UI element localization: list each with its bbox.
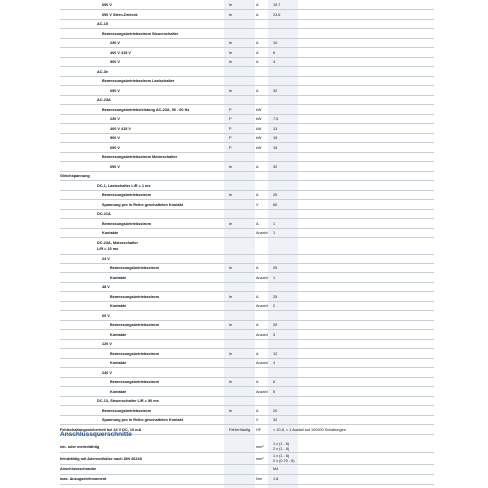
table-row (60, 201, 434, 210)
table-row (60, 312, 434, 321)
row-symbol: Ie (229, 88, 233, 93)
row-label: 230 V (110, 117, 120, 121)
row-label: Spannung pro in Reihe geschalteten Kontakt (102, 202, 184, 207)
row-symbol: Ie (229, 193, 233, 197)
row-value: 4 (273, 60, 276, 64)
row-unit: A (256, 380, 259, 385)
row-label: Kontakte (110, 332, 127, 337)
row-value: 1 (273, 221, 276, 226)
row-value: 25 (273, 323, 278, 328)
row-unit: V (256, 202, 259, 207)
row-value: 2 (273, 304, 276, 309)
row-unit: A (256, 88, 259, 93)
row-label: Kontakte (110, 275, 127, 280)
row-label: DC-1, Lastschalter L/R = 1 ms (97, 183, 151, 188)
row-label: 230 V (110, 41, 120, 45)
row-symbol: Ie (229, 408, 233, 413)
table-row (60, 68, 434, 77)
row-label: 500 V (110, 60, 120, 64)
row-symbol: Ie (229, 221, 233, 226)
table-row (60, 77, 434, 86)
row-label: Bemessungsbetriebsstrom (110, 294, 159, 299)
row-unit: A (256, 408, 259, 413)
row-unit: mm² (256, 445, 264, 449)
row-label: 120 V (102, 342, 112, 347)
row-label: 60 V (102, 313, 110, 318)
row-symbol: Ie (229, 60, 233, 64)
table-row (60, 293, 434, 302)
row-unit: A (256, 323, 259, 328)
table-row (60, 58, 434, 67)
row-unit: kW (256, 117, 262, 121)
row-value: 7.5 (273, 117, 279, 121)
table-row (60, 340, 434, 349)
row-symbol: Ie (229, 3, 233, 7)
table-row (60, 465, 434, 475)
row-unit: A (256, 12, 259, 17)
row-label: Bemessungsbetriebsstrom (110, 351, 159, 356)
table-row (60, 331, 434, 340)
row-unit: A (256, 164, 259, 169)
row-symbol: Ie (229, 266, 233, 271)
table-row (60, 134, 434, 143)
row-value: 25 (273, 193, 278, 197)
row-label: Kontakte (110, 304, 127, 309)
row-label: Bemessungsbetriebsstrom (110, 380, 159, 385)
row-value: 32 (273, 88, 278, 93)
row-label: ein- oder mehrdrähtig (60, 445, 100, 449)
row-label: Kontakte (110, 361, 127, 366)
row-label: Spannung pro in Reihe geschalteten Kontakt (102, 418, 184, 423)
row-symbol: P (229, 117, 232, 121)
table-row (60, 378, 434, 387)
table-row (60, 96, 434, 105)
table-row (60, 274, 434, 283)
row-value: 6 (273, 380, 276, 385)
row-unit: Anzahl (256, 275, 268, 280)
row-label: Bemessungsbetriebsstrom (102, 221, 151, 226)
row-unit: A (256, 266, 259, 271)
table-row (60, 264, 434, 273)
row-label: 24 V (102, 256, 110, 261)
row-label: AC-23A (97, 98, 111, 102)
row-value: 60 (273, 202, 278, 207)
table-row (60, 30, 434, 39)
row-label: Bemessungsbetriebsstrom Steuerschalter (102, 31, 179, 36)
row-unit: mm² (256, 457, 264, 462)
row-value: 6 (273, 50, 276, 55)
row-unit: A (256, 193, 259, 197)
table-row (60, 302, 434, 311)
row-label: 240 V (102, 370, 112, 375)
row-unit: A (256, 3, 259, 7)
table-row (60, 407, 434, 416)
row-value: 23.6 (273, 12, 281, 17)
table-row (60, 416, 434, 425)
table-row (60, 350, 434, 359)
row-unit: V (256, 418, 259, 423)
row-unit: HF (256, 427, 262, 432)
row-unit: A (256, 41, 259, 45)
table-row (60, 239, 434, 255)
table-row (60, 20, 434, 29)
row-label: Gleichspannung (60, 174, 90, 178)
row-label: Bemessungsbetriebsstrom (102, 408, 151, 413)
row-symbol: P (229, 126, 232, 131)
row-label: Bemessungsbetriebsstrom (110, 266, 159, 271)
row-label: AC-3e (97, 69, 108, 74)
table-row (60, 153, 434, 162)
row-unit: A (256, 60, 259, 64)
row-label: feindrähtig mit Aderendhülse nach DIN 46228 (60, 457, 142, 462)
row-value: 1.8 (273, 477, 279, 482)
table-row (60, 475, 434, 485)
row-symbol: Ie (229, 12, 233, 17)
table-row (60, 106, 434, 115)
row-label: Kontakte (110, 389, 127, 394)
row-value: < 10-5, < 1 Ausfall auf 100000 Schaltungen (273, 427, 346, 432)
row-value: 15 (273, 136, 278, 140)
row-unit: kW (256, 126, 262, 131)
row-value: 32 (273, 164, 278, 169)
row-label: Bemessungsbetriebsstrom (110, 323, 159, 328)
row-value: 5 (273, 389, 276, 394)
table-row (60, 321, 434, 330)
table-row (60, 1, 434, 10)
row-symbol: Ie (229, 380, 233, 385)
row-value: 1 (273, 275, 276, 280)
row-value: 1 (273, 231, 276, 235)
row-label: 690 V (110, 88, 120, 93)
row-symbol: Fehlerhäufig. (229, 427, 252, 432)
row-symbol: Ie (229, 294, 233, 299)
row-symbol: Ie (229, 351, 233, 356)
row-value: 15 (273, 145, 278, 150)
row-unit: A (256, 221, 259, 226)
row-unit: Anzahl (256, 332, 268, 337)
row-unit: Anzahl (256, 231, 268, 235)
section-title: Anschlussquerschnitte (60, 431, 132, 438)
table-row (60, 191, 434, 200)
row-value: 25 (273, 294, 278, 299)
table-row (60, 11, 434, 20)
row-symbol: P (229, 107, 232, 112)
row-label: 400 V 415 V (110, 126, 131, 131)
table-row (60, 163, 434, 172)
row-unit: A (256, 351, 259, 356)
table-row (60, 369, 434, 378)
row-value: 10 (273, 41, 278, 45)
table-row (60, 397, 434, 406)
table-row (60, 49, 434, 58)
table-row (60, 283, 434, 292)
row-value: 1 x (1 - 6) 2 x (1 - 6) (273, 441, 290, 451)
table-row (60, 441, 434, 453)
table-row (60, 220, 434, 229)
row-unit: A (256, 294, 259, 299)
table-row (60, 39, 434, 48)
row-value: 13 (273, 126, 278, 131)
row-label: 690 V (102, 3, 112, 7)
table-row (60, 182, 434, 191)
row-label: 500 V (110, 136, 120, 140)
table-row (60, 255, 434, 264)
row-label: DC-21A (97, 212, 111, 216)
row-unit: kW (256, 136, 262, 140)
table-row (60, 144, 434, 153)
row-symbol: Ie (229, 50, 233, 55)
row-unit: Anzahl (256, 389, 268, 394)
row-value: 25 (273, 266, 278, 271)
row-value: 32 (273, 418, 278, 423)
row-label: DC-13, Steuerschalter L/R = 50 ms (97, 399, 159, 404)
row-unit: kW (256, 145, 262, 150)
row-value: 12 (273, 351, 278, 356)
row-label: 48 V (102, 285, 110, 290)
row-unit: Nm (256, 477, 262, 482)
row-value: 3 (273, 332, 276, 337)
row-label: AC-15 (97, 22, 108, 26)
row-value: 20 (273, 408, 278, 413)
row-symbol: Ie (229, 323, 233, 328)
table-row (60, 87, 434, 96)
row-label: Bemessungsbetriebsstrom Motorschalter (102, 155, 178, 159)
table-row (60, 125, 434, 134)
table-row (60, 229, 434, 238)
row-label: Anschlussschraube (60, 467, 97, 472)
table-row (60, 388, 434, 397)
row-value: 1 x (1 - 6) 2 x (0.75 - 6) (273, 453, 295, 463)
row-value: M4 (273, 467, 279, 472)
table-row (60, 359, 434, 368)
row-symbol: P (229, 145, 232, 150)
table-row (60, 210, 434, 219)
table-row (60, 115, 434, 124)
row-label: Kontakte (102, 231, 119, 235)
row-symbol: Ie (229, 41, 233, 45)
row-label: Bemessungsbetriebsstrom Lastschalter (102, 79, 175, 83)
row-label: 400 V 415 V (110, 50, 131, 55)
row-symbol: P (229, 136, 232, 140)
row-unit: A (256, 50, 259, 55)
row-label: DC-23A, Motorschalter L/R = 15 ms (97, 240, 138, 251)
row-label: Bemessungsbetriebsstrom (102, 193, 151, 197)
row-value: 4 (273, 361, 276, 366)
table-row (60, 172, 434, 181)
row-unit: Anzahl (256, 361, 268, 366)
row-label: max. Anzugsdrehmoment (60, 477, 107, 482)
row-label: 690 V (110, 145, 120, 150)
row-label: Fehlschaltungssicherheit bei 24 V DC, 10 mA (60, 427, 142, 432)
row-unit: Anzahl (256, 304, 268, 309)
row-unit: kW (256, 107, 262, 112)
row-symbol: Ie (229, 164, 233, 169)
row-label: Bemessungsbetriebsleistung AC-23A, 50 - 60 Hz (102, 107, 190, 112)
row-label: 690 V Stern-Dreieck (102, 12, 138, 17)
table-row (60, 453, 434, 465)
row-value: 19.7 (273, 3, 281, 7)
row-label: 690 V (110, 164, 120, 169)
